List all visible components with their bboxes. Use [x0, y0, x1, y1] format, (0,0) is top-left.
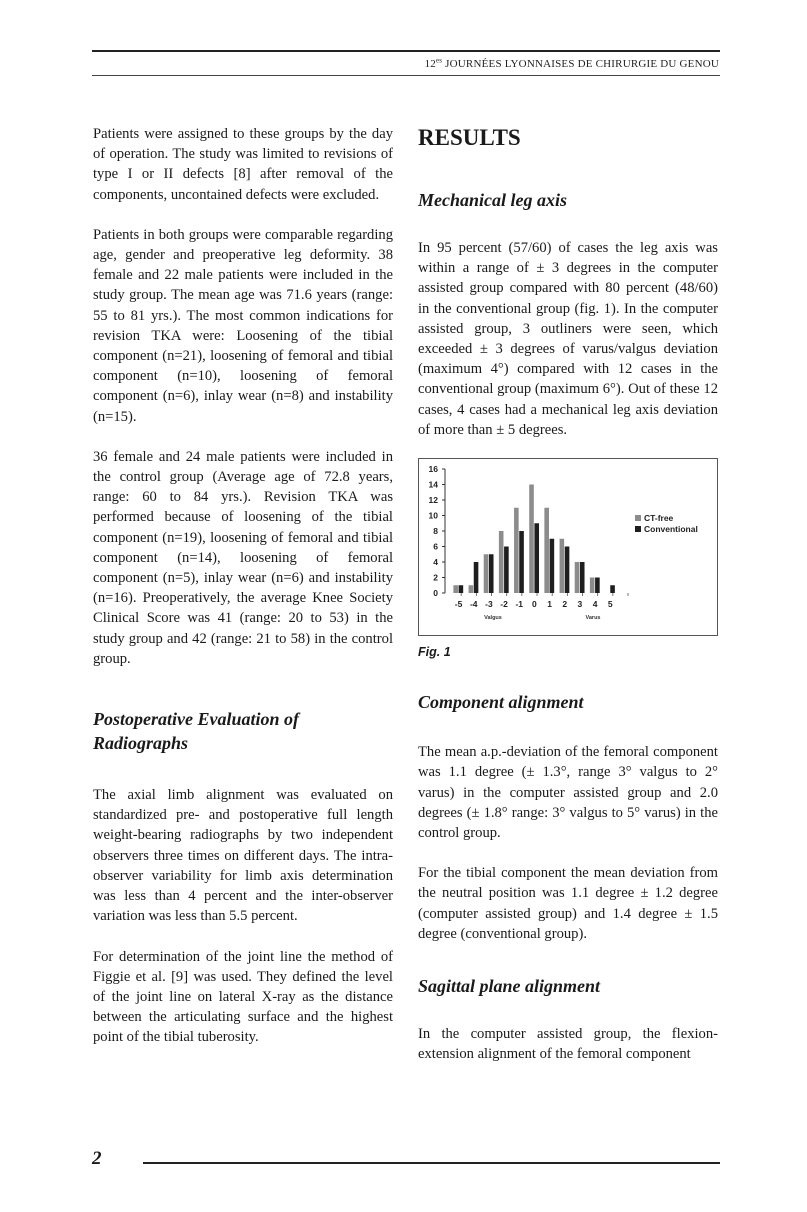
bar-ct-free: [544, 508, 549, 593]
legend-label-ct-free: CT-free: [644, 513, 674, 524]
right-paragraph-3: For the tibial component the mean deviation from the neutral position was 1.1 degree ± 1.2 degree (computer assisted group) and 1.4 degree ± 1.5 degree (conventional group).: [418, 865, 718, 942]
bar-ct-free: [453, 585, 458, 593]
running-head-text: JOURNÉES LYONNAISES DE CHIRURGIE DU GENOU: [445, 58, 719, 70]
y-tick-label: 6: [433, 541, 438, 552]
x-tick-label: -2: [500, 599, 508, 610]
x-tick-label: 3: [577, 599, 583, 610]
bar-conventional: [489, 554, 494, 593]
bar-conventional: [519, 531, 524, 593]
heading-mechanical-leg-axis: Mechanical leg axis: [418, 190, 567, 210]
x-tick-label: -5: [454, 599, 463, 610]
bar-conventional: [550, 539, 555, 593]
heading-results: RESULTS: [418, 125, 521, 150]
bar-conventional: [504, 547, 509, 594]
y-tick-label: 14: [428, 479, 438, 490]
left-paragraph-3: 36 female and 24 male patients were included in the control group (Average age of 72.8 years, range: 60 to 84 yrs.). Revision TKA was performed because of loosening of the tibial component (n=19), loosening of femoral and tibial component (n=14), loosening of femoral component (n=5), inlay wear (n=6) and instability (n=16). Preoperatively, the average Knee Society Clinical Score was 41 (range: 20 to 53) in the study group and 42 (range: 21 to 58) in the control group.: [93, 448, 393, 667]
header-top-rule: [92, 50, 720, 52]
bar-ct-free: [529, 485, 534, 594]
bar-ct-free: [575, 562, 580, 593]
x-tick-label: 0: [532, 599, 537, 610]
bar-conventional: [474, 562, 479, 593]
y-tick-label: 8: [433, 526, 438, 537]
bar-conventional: [610, 585, 615, 593]
x-sublabel-valgus: Valgus: [484, 615, 502, 622]
heading-sagittal-plane-alignment: Sagittal plane alignment: [418, 976, 601, 997]
figure-1-chart: [418, 458, 718, 636]
footer-rule: [143, 1162, 720, 1164]
y-tick-label: 16: [428, 464, 438, 475]
legend-swatch-conventional: [635, 526, 641, 532]
running-head-number: 12: [424, 58, 436, 70]
y-tick-label: 12: [428, 495, 438, 506]
x-tick-label: -1: [515, 599, 524, 610]
legend-swatch-ct-free: [635, 515, 641, 521]
heading-postoperative-evaluation: Postoperative Evaluation of Radiographs: [93, 709, 299, 754]
bar-conventional: [459, 585, 464, 593]
x-sublabel-varus: Varus: [585, 615, 601, 622]
bar-conventional: [580, 562, 585, 593]
x-tick-label: 5: [607, 599, 613, 610]
x-tick-label: 2: [562, 599, 568, 610]
x-tick-label: 1: [547, 599, 552, 610]
figure-caption: Fig. 1: [418, 645, 451, 660]
header-bottom-rule: [92, 75, 720, 76]
bar-conventional: [565, 547, 570, 594]
left-paragraph-4: The axial limb alignment was evaluated on standardized pre- and postoperative full length weight-bearing radiographs by two independent observers three times on different days. The intra-observer variability for limb axis determination was less than 4 percent and the inter-observer variation was less than 5.5 percent.: [93, 787, 393, 925]
bar-ct-free: [514, 508, 519, 593]
heading-component-alignment: Component alignment: [418, 692, 584, 713]
y-tick-label: 4: [433, 557, 438, 568]
right-paragraph-1: In 95 percent (57/60) of cases the leg axis was within a range of ± 3 degrees in the computer assisted group compared with 80 percent (48/60) in the conventional group (fig. 1). In the computer assisted group, 3 outliners were seen, which exceeded ± 3 degrees of varus/valgus deviation (maximum 4°) compared with 12 cases in the conventional group (maximum 6°). Out of these 12 cases, 4 cases had a mechanical leg axis deviation of more than ± 5 degrees.: [418, 240, 718, 438]
page-number: 2: [92, 1148, 102, 1169]
right-paragraph-4: In the computer assisted group, the flexion-extension alignment of the femoral component: [418, 1026, 718, 1063]
bar-conventional: [534, 523, 539, 593]
y-tick-label: 2: [433, 572, 438, 583]
y-tick-label: 0: [433, 588, 438, 599]
x-tick-label: -4: [469, 599, 478, 610]
running-head-suffix: es: [435, 56, 443, 65]
bar-conventional: [595, 578, 600, 594]
left-paragraph-2: Patients in both groups were comparable regarding age, gender and preoperative leg deformity. 38 female and 22 male patients were included in the study group. The mean age was 71.6 years (range: 55 to 81 yrs.). The most common indications for revision TKA were: Loosening of the tibial component (n=21), loosening of femoral and tibial component (n=10), loosening of femoral component (n=6), inlay wear (n=8) and instability (n=15).: [93, 226, 393, 425]
left-paragraph-1: Patients were assigned to these groups by the day of operation. The study was limited to revisions of type I or II defects [8] after removal of the components, uncontained defects were excluded.: [93, 126, 393, 203]
x-tick-label: -3: [485, 599, 493, 610]
left-paragraph-5: For determination of the joint line the method of Figgie et al. [9] was used. They defined the level of the joint line on lateral X-ray as the distance between the articulating surface and the highest point of the tibial tuberosity.: [93, 948, 393, 1046]
legend-label-conventional: Conventional: [644, 524, 698, 535]
left-column: [93, 124, 393, 1048]
bar-ct-free: [469, 585, 474, 593]
bar-ct-free: [484, 554, 489, 593]
y-tick-label: 10: [428, 510, 438, 521]
running-head: [425, 58, 719, 70]
x-tick-label: 4: [592, 599, 598, 610]
bar-ct-free: [499, 531, 504, 593]
histogram-svg: [419, 459, 717, 635]
bar-ct-free: [590, 578, 595, 594]
bar-ct-free: [560, 539, 565, 593]
right-column: [418, 124, 718, 1064]
right-paragraph-2: The mean a.p.-deviation of the femoral component was 1.1 degree (± 1.3°, range 3° valgus to 2° varus) in the computer assisted group and 2.0 degrees (± 1.8° range: 3° valgus to 5° varus) in the control group.: [418, 744, 718, 842]
